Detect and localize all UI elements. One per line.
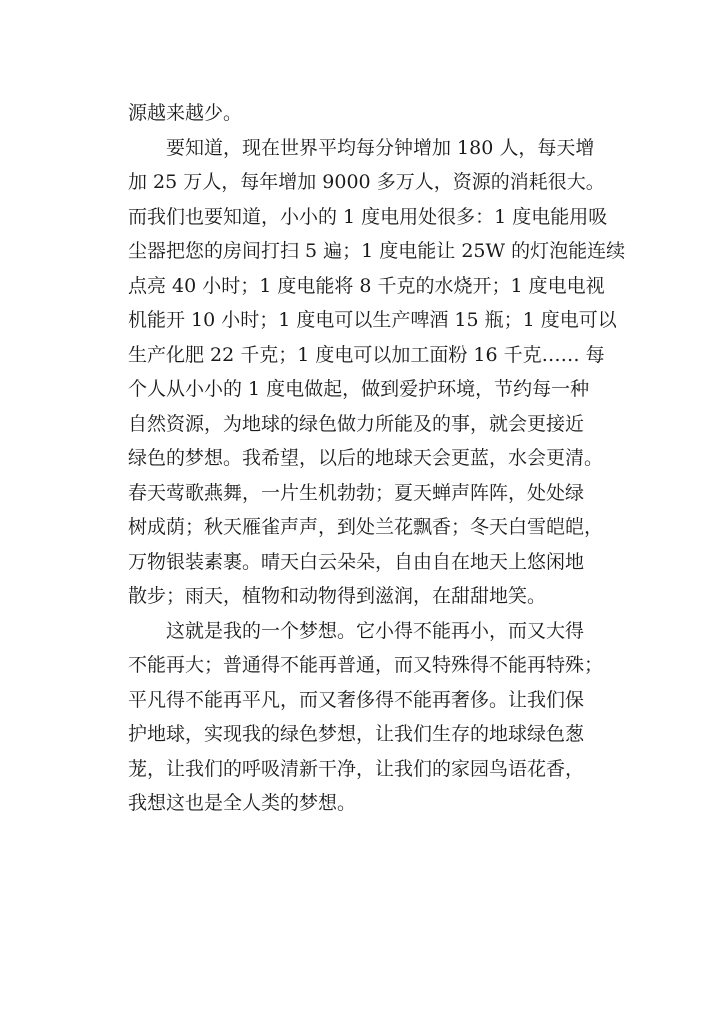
text-line: 这就是我的一个梦想。它小得不能再小，而又大得 bbox=[128, 619, 585, 642]
paragraph bbox=[128, 614, 608, 821]
text-line: 加 25 万人，每年增加 9000 多万人，资源的消耗很大。 bbox=[128, 171, 605, 193]
text-line: 绿色的梦想。我希望，以后的地球天会更蓝，水会更清。 bbox=[128, 447, 604, 469]
text-line: 个人从小小的 1 度电做起，做到爱护环境，节约每一种 bbox=[128, 378, 590, 400]
text-line: 茏，让我们的呼吸清新干净，让我们的家园鸟语花香， bbox=[128, 757, 585, 780]
text-line: 尘器把您的房间打扫 5 遍；1 度电能让 25W 的灯泡能连续 bbox=[128, 240, 626, 262]
text-line: 生产化肥 22 千克；1 度电可以加工面粉 16 千克…… 每 bbox=[128, 343, 605, 366]
text-line: 散步；雨天，植物和动物得到滋润，在甜甜地笑。 bbox=[128, 585, 547, 607]
text-line: 万物银装素裹。晴天白云朵朵，自由自在地天上悠闲地 bbox=[128, 550, 585, 573]
text-line: 护地球，实现我的绿色梦想，让我们生存的地球绿色葱 bbox=[128, 723, 585, 745]
text-line: 不能再大；普通得不能再普通，而又特殊得不能再特殊； bbox=[128, 654, 604, 676]
text-line: 点亮 40 小时；1 度电能将 8 千克的水烧开；1 度电电视 bbox=[128, 274, 605, 297]
text-line: 自然资源，为地球的绿色做力所能及的事，就会更接近 bbox=[128, 412, 585, 435]
document-body bbox=[128, 96, 626, 821]
text-line: 源越来越少。 bbox=[128, 102, 243, 124]
paragraph bbox=[128, 131, 626, 614]
text-line: 机能开 10 小时；1 度电可以生产啤酒 15 瓶；1 度电可以 bbox=[128, 309, 617, 331]
text-line: 春天莺歌燕舞，一片生机勃勃；夏天蝉声阵阵，处处绿 bbox=[128, 481, 585, 504]
text-line: 树成荫；秋天雁雀声声，到处兰花飘香；冬天白雪皑皑， bbox=[128, 516, 604, 538]
text-line: 而我们也要知道，小小的 1 度电用处很多：1 度电能用吸 bbox=[128, 205, 608, 228]
text-line: 我想这也是全人类的梦想。 bbox=[128, 792, 357, 814]
paragraph bbox=[128, 96, 608, 131]
text-line: 平凡得不能再平凡，而又奢侈得不能再奢侈。让我们保 bbox=[128, 688, 585, 711]
text-line: 要知道，现在世界平均每分钟增加 180 人，每天增 bbox=[128, 136, 595, 159]
